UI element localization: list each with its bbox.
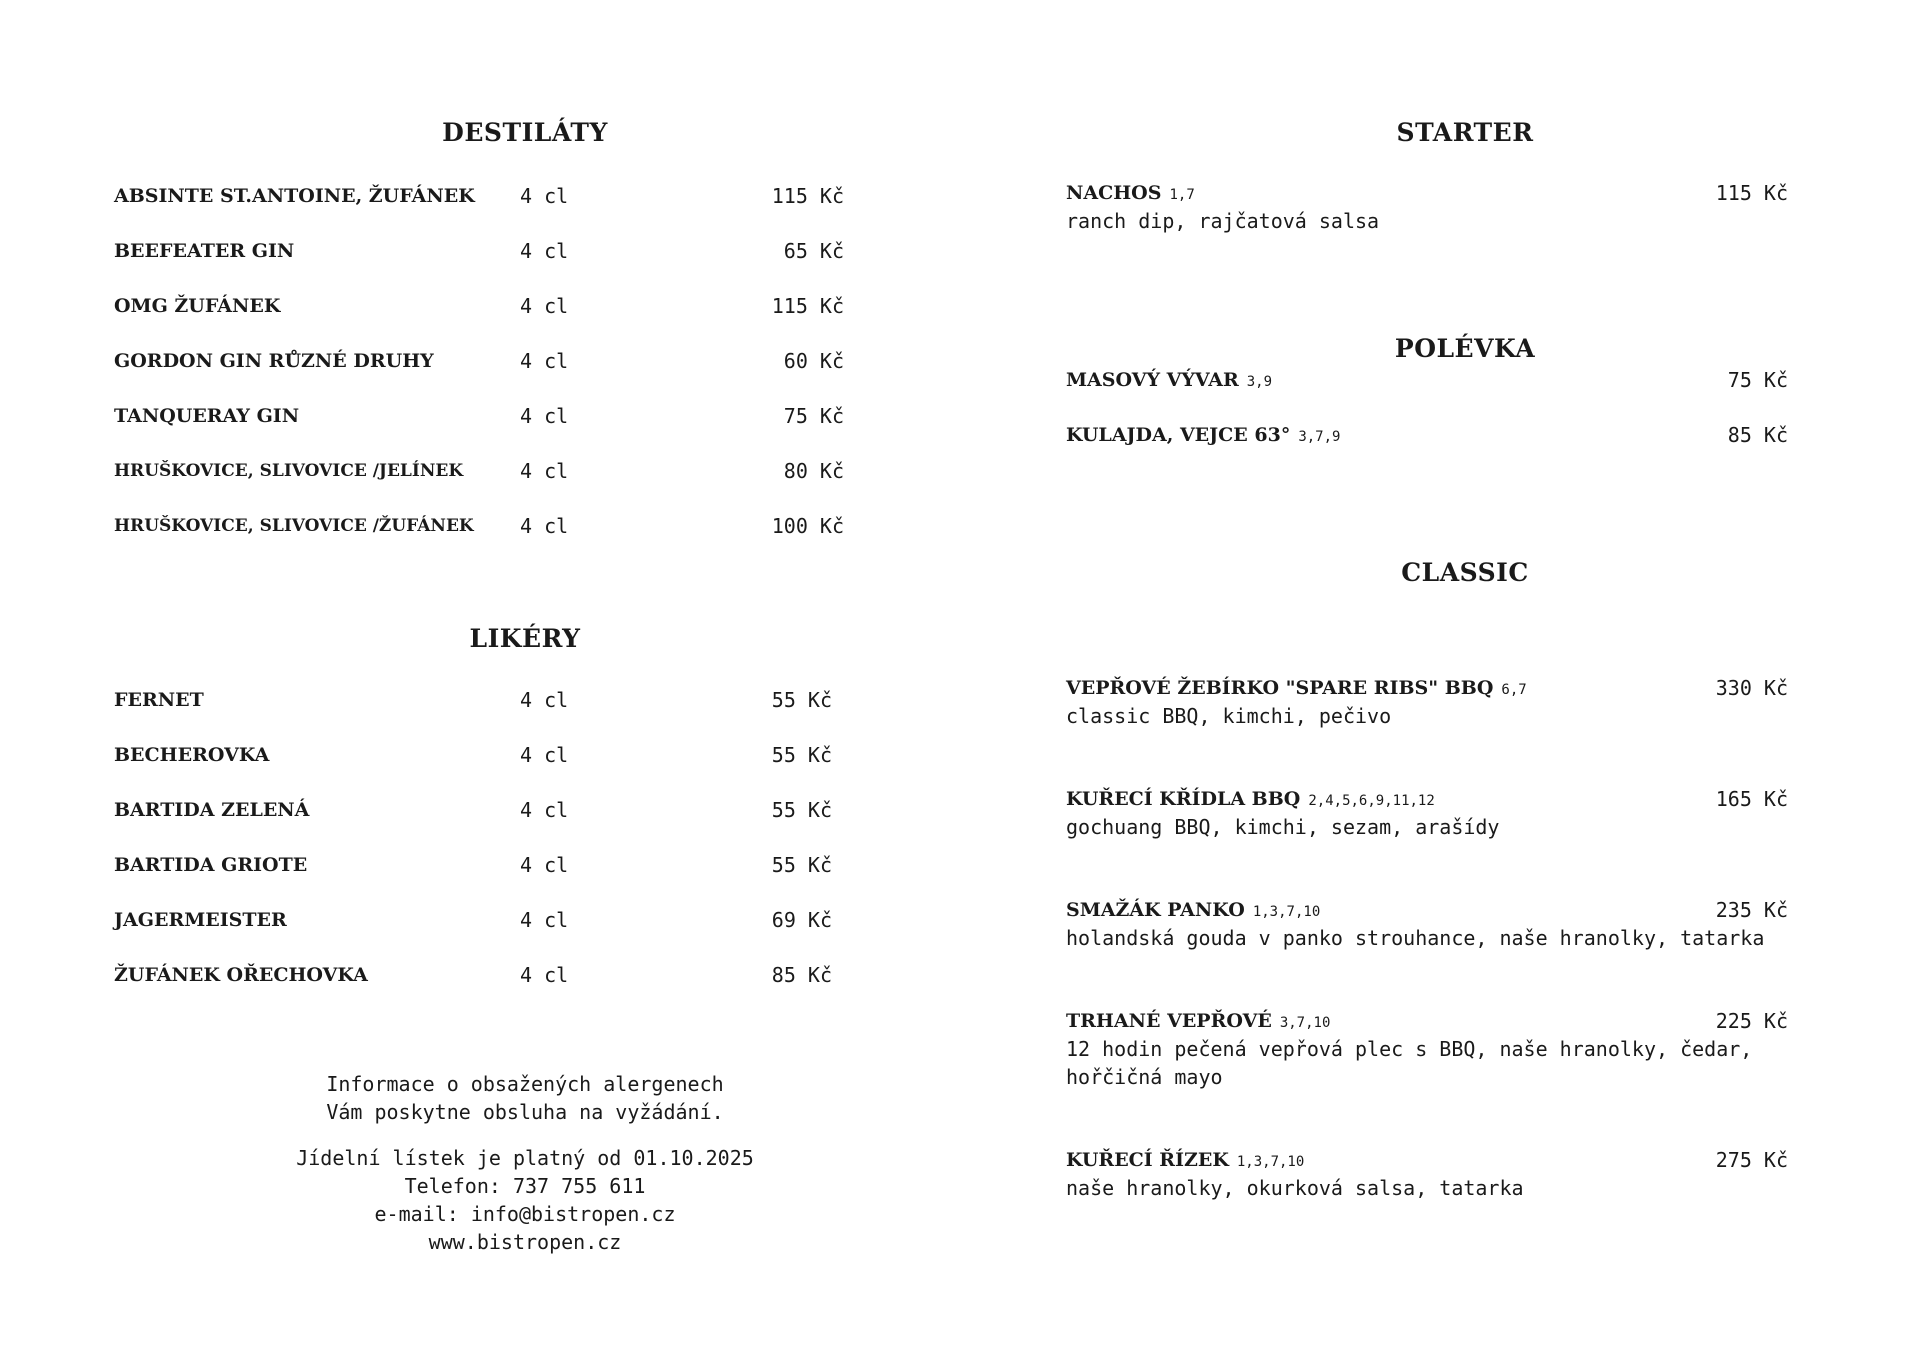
email-address: e-mail: info@bistropen.cz <box>374 1202 676 1226</box>
item-volume: 4 cl <box>520 743 569 767</box>
allergen-info-line1: Informace o obsažených alergenech <box>326 1072 724 1096</box>
item-price: 55 Kč <box>771 688 832 712</box>
item-name: VEPŘOVÉ ŽEBÍRKO "SPARE RIBS" BBQ 6,7 <box>1066 677 1527 699</box>
item-name: GORDON GIN RŮZNÉ DRUHY <box>114 350 434 372</box>
section-title-destilaty: DESTILÁTY <box>442 118 608 147</box>
item-name: MASOVÝ VÝVAR 3,9 <box>1066 369 1273 391</box>
item-price: 330 Kč <box>1715 676 1788 700</box>
item-allergens: 1,7 <box>1169 187 1195 203</box>
item-name: ABSINTE ST.ANTOINE, ŽUFÁNEK <box>114 185 475 207</box>
item-volume: 4 cl <box>520 184 569 208</box>
item-name: OMG ŽUFÁNEK <box>114 295 281 317</box>
item-price: 75 Kč <box>783 404 844 428</box>
section-title-polevka: POLÉVKA <box>1394 334 1536 363</box>
item-name: TRHANÉ VEPŘOVÉ 3,7,10 <box>1066 1010 1331 1032</box>
item-name: HRUŠKOVICE, SLIVOVICE /JELÍNEK <box>114 461 464 481</box>
item-name: NACHOS 1,7 <box>1066 182 1195 204</box>
list-item <box>114 237 844 265</box>
list-item <box>1066 896 1788 924</box>
item-price: 65 Kč <box>783 239 844 263</box>
item-price: 80 Kč <box>783 459 844 483</box>
item-allergens: 1,3,7,10 <box>1252 904 1321 920</box>
item-description: ranch dip, rajčatová salsa <box>1066 209 1380 233</box>
section-title-likery: LIKÉRY <box>469 624 581 653</box>
item-name: JAGERMEISTER <box>114 909 287 931</box>
item-volume: 4 cl <box>520 294 569 318</box>
item-price: 165 Kč <box>1715 787 1788 811</box>
list-item <box>114 457 844 485</box>
item-price: 75 Kč <box>1727 368 1788 392</box>
item-price: 225 Kč <box>1715 1009 1788 1033</box>
item-description-line2: hořčičná mayo <box>1066 1065 1223 1089</box>
item-price: 55 Kč <box>771 743 832 767</box>
list-item <box>114 402 844 430</box>
item-description: gochuang BBQ, kimchi, sezam, arašídy <box>1066 815 1500 839</box>
item-description: 12 hodin pečená vepřová plec s BBQ, naše hranolky, čedar, <box>1066 1037 1753 1061</box>
section-title-classic: CLASSIC <box>1401 558 1529 587</box>
item-volume: 4 cl <box>520 514 569 538</box>
item-volume: 4 cl <box>520 349 569 373</box>
allergen-info <box>0 1070 1050 1126</box>
item-name: TANQUERAY GIN <box>114 405 300 427</box>
item-description: holandská gouda v panko strouhance, naše hranolky, tatarka <box>1066 926 1765 950</box>
list-item <box>114 686 844 714</box>
item-price: 60 Kč <box>783 349 844 373</box>
item-volume: 4 cl <box>520 459 569 483</box>
list-item <box>1066 421 1788 449</box>
list-item <box>1066 366 1788 394</box>
item-allergens: 3,9 <box>1246 374 1273 390</box>
list-item <box>114 741 844 769</box>
item-allergens: 1,3,7,10 <box>1236 1154 1305 1170</box>
menu-validity: Jídelní lístek je platný od 01.10.2025 <box>296 1146 754 1170</box>
item-price: 85 Kč <box>771 963 832 987</box>
item-name: BARTIDA GRIOTE <box>114 854 308 876</box>
contact-info <box>0 1144 1050 1256</box>
item-volume: 4 cl <box>520 798 569 822</box>
item-price: 55 Kč <box>771 798 832 822</box>
list-item <box>1066 179 1788 207</box>
item-volume: 4 cl <box>520 404 569 428</box>
list-item <box>1066 674 1788 702</box>
item-volume: 4 cl <box>520 908 569 932</box>
allergen-info-line2: Vám poskytne obsluha na vyžádání. <box>326 1100 724 1124</box>
item-name: SMAŽÁK PANKO 1,3,7,10 <box>1066 899 1321 921</box>
list-item <box>114 182 844 210</box>
item-volume: 4 cl <box>520 239 569 263</box>
item-description: naše hranolky, okurková salsa, tatarka <box>1066 1176 1524 1200</box>
item-name: FERNET <box>114 689 204 711</box>
list-item <box>114 851 844 879</box>
website: www.bistropen.cz <box>428 1230 622 1254</box>
list-item <box>114 796 844 824</box>
item-price: 100 Kč <box>771 514 844 538</box>
item-volume: 4 cl <box>520 853 569 877</box>
item-price: 69 Kč <box>771 908 832 932</box>
item-price: 275 Kč <box>1715 1148 1788 1172</box>
section-title-starter: STARTER <box>1396 118 1534 147</box>
item-name: KUŘECÍ ŘÍZEK 1,3,7,10 <box>1066 1149 1305 1171</box>
item-volume: 4 cl <box>520 963 569 987</box>
item-allergens: 2,4,5,6,9,11,12 <box>1308 793 1435 809</box>
item-allergens: 6,7 <box>1501 682 1527 698</box>
list-item <box>114 906 844 934</box>
item-price: 115 Kč <box>771 294 844 318</box>
item-name: BEEFEATER GIN <box>114 240 295 262</box>
item-description: classic BBQ, kimchi, pečivo <box>1066 704 1392 728</box>
item-name: KUŘECÍ KŘÍDLA BBQ 2,4,5,6,9,11,12 <box>1066 788 1435 810</box>
list-item <box>1066 785 1788 813</box>
list-item <box>114 347 844 375</box>
list-item <box>114 961 844 989</box>
list-item <box>1066 1007 1788 1035</box>
item-name: KULAJDA, VEJCE 63° 3,7,9 <box>1066 424 1341 446</box>
item-name: BARTIDA ZELENÁ <box>114 799 310 821</box>
phone-number: Telefon: 737 755 611 <box>404 1174 646 1198</box>
item-price: 55 Kč <box>771 853 832 877</box>
list-item <box>114 292 844 320</box>
item-price: 115 Kč <box>1715 181 1788 205</box>
item-name: ŽUFÁNEK OŘECHOVKA <box>114 964 368 986</box>
item-allergens: 3,7,9 <box>1298 429 1341 445</box>
item-price: 85 Kč <box>1727 423 1788 447</box>
item-allergens: 3,7,10 <box>1279 1015 1331 1031</box>
item-volume: 4 cl <box>520 688 569 712</box>
item-price: 235 Kč <box>1715 898 1788 922</box>
item-name: HRUŠKOVICE, SLIVOVICE /ŽUFÁNEK <box>114 516 474 536</box>
list-item <box>114 512 844 540</box>
item-name: BECHEROVKA <box>114 744 270 766</box>
item-price: 115 Kč <box>771 184 844 208</box>
list-item <box>1066 1146 1788 1174</box>
